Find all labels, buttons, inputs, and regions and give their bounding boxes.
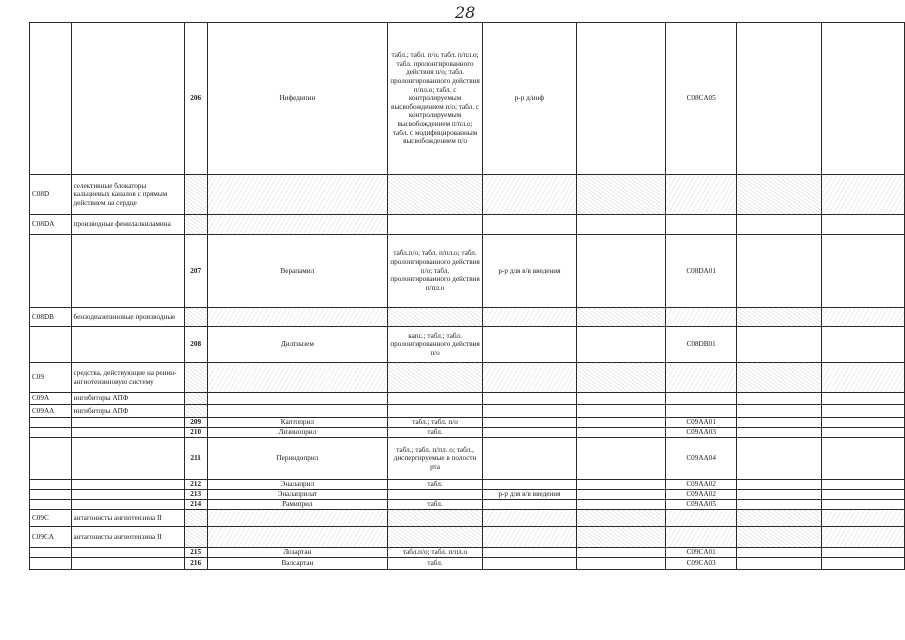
drug-name: Валсартан [207,558,387,570]
drug-name: Верапамил [207,235,387,308]
empty-cell [576,363,665,393]
atc-group-name [71,428,184,438]
dosage-forms: табл.; табл. п/о; табл. п/пл.о; табл. пролонгированного действия п/о; табл. пролонгированного действия п/пл.о; табл. с контролируемым высвобождением п/о; табл. с контролируемым высвобождением п/пл.о; табл. с модифицированным высвобождением п/о [387,23,482,175]
empty-cell [576,480,665,490]
empty-cell [822,405,905,418]
drug-name: Каптоприл [207,418,387,428]
route-forms: р-р для в/в введения [483,490,577,500]
atc-group-code [30,428,72,438]
empty-cell [666,405,737,418]
drug-name: Рамиприл [207,500,387,510]
table-row [30,510,905,527]
item-number: 206 [184,23,207,175]
empty-cell [387,527,482,548]
atc-group-code [30,418,72,428]
empty-cell [576,175,665,215]
empty-cell [576,500,665,510]
atc-code: C08CA05 [666,23,737,175]
drug-name: Дилтиазем [207,327,387,363]
drug-name: Эналаприл [207,480,387,490]
atc-group-name: селективные блокаторы кальциевых каналов с прямым действием на сердце [71,175,184,215]
dosage-forms: табл. [387,558,482,570]
item-number: 215 [184,548,207,558]
atc-group-name [71,23,184,175]
empty-cell [822,500,905,510]
atc-code: C09AA01 [666,418,737,428]
empty-cell [387,393,482,405]
atc-group-code [30,235,72,308]
table-row [30,308,905,327]
empty-cell [576,405,665,418]
empty-cell [737,510,822,527]
empty-cell [387,363,482,393]
table-row [30,438,905,480]
empty-cell [822,428,905,438]
drug-register-table [29,22,905,570]
item-number: 216 [184,558,207,570]
empty-cell [737,175,822,215]
empty-cell [207,510,387,527]
empty-cell [207,363,387,393]
empty-cell [822,327,905,363]
atc-group-name: производные фенилалкиламина [71,215,184,235]
atc-group-name [71,438,184,480]
empty-cell [576,548,665,558]
empty-cell [822,393,905,405]
route-forms [483,438,577,480]
empty-cell [576,235,665,308]
empty-cell [207,308,387,327]
table-row [30,418,905,428]
route-forms [483,418,577,428]
atc-group-name: ингибиторы АПФ [71,393,184,405]
empty-cell [822,548,905,558]
atc-group-code: C08DA [30,215,72,235]
route-forms [483,327,577,363]
empty-cell [822,527,905,548]
empty-cell [483,308,577,327]
empty-cell [737,490,822,500]
atc-group-code: C09CA [30,527,72,548]
drug-name: Нифедипин [207,23,387,175]
atc-group-code: C09AA [30,405,72,418]
atc-code: C08DA01 [666,235,737,308]
empty-cell [737,327,822,363]
table-row [30,327,905,363]
empty-cell [666,393,737,405]
table-row [30,428,905,438]
route-forms: р-р д/инф [483,23,577,175]
empty-cell [207,175,387,215]
empty-cell [822,510,905,527]
table-row [30,548,905,558]
empty-cell [184,308,207,327]
atc-group-code [30,490,72,500]
empty-cell [483,215,577,235]
atc-group-name: бензодиазепиновые производные [71,308,184,327]
atc-group-code [30,500,72,510]
table-row [30,558,905,570]
empty-cell [576,327,665,363]
empty-cell [184,363,207,393]
empty-cell [822,215,905,235]
empty-cell [576,418,665,428]
empty-cell [737,405,822,418]
empty-cell [822,480,905,490]
route-forms [483,428,577,438]
empty-cell [666,215,737,235]
empty-cell [483,510,577,527]
empty-cell [576,393,665,405]
empty-cell [737,558,822,570]
page-number: 28 [455,3,476,22]
item-number: 207 [184,235,207,308]
atc-group-name [71,327,184,363]
empty-cell [576,438,665,480]
empty-cell [822,308,905,327]
empty-cell [822,438,905,480]
empty-cell [737,215,822,235]
atc-group-code [30,23,72,175]
dosage-forms: табл.п/о; табл. п/пл.о; табл. пролонгированного действия п/о; табл. пролонгированного действия п/пл.о [387,235,482,308]
atc-code: C09AA02 [666,490,737,500]
empty-cell [737,428,822,438]
empty-cell [184,393,207,405]
dosage-forms: табл.п/о; табл. п/пл.о [387,548,482,558]
atc-group-code [30,480,72,490]
atc-group-code [30,548,72,558]
atc-group-name: антагонисты ангиотензина II [71,527,184,548]
atc-group-code [30,438,72,480]
empty-cell [387,215,482,235]
table-row [30,527,905,548]
empty-cell [666,527,737,548]
atc-group-code: C09C [30,510,72,527]
empty-cell [737,527,822,548]
empty-cell [822,235,905,308]
empty-cell [737,480,822,490]
atc-group-name [71,548,184,558]
dosage-forms: табл.; табл. п/о [387,418,482,428]
drug-name: Лозартан [207,548,387,558]
drug-name: Лизиноприл [207,428,387,438]
item-number: 210 [184,428,207,438]
empty-cell [737,500,822,510]
empty-cell [576,308,665,327]
empty-cell [576,490,665,500]
item-number: 214 [184,500,207,510]
route-forms [483,558,577,570]
atc-group-code: C08D [30,175,72,215]
item-number: 211 [184,438,207,480]
table-row [30,490,905,500]
table-row [30,363,905,393]
table-row [30,480,905,490]
empty-cell [483,393,577,405]
atc-group-code: C08DB [30,308,72,327]
atc-group-name [71,418,184,428]
route-forms: р-р для в/в введения [483,235,577,308]
dosage-forms: капс.; табл.; табл. пролонгированного действия п/о [387,327,482,363]
empty-cell [822,363,905,393]
atc-code: C09AA05 [666,500,737,510]
table-row [30,235,905,308]
empty-cell [387,510,482,527]
empty-cell [576,215,665,235]
atc-code: C09AA03 [666,428,737,438]
empty-cell [576,428,665,438]
dosage-forms: табл. [387,428,482,438]
drug-name: Эналаприлат [207,490,387,500]
empty-cell [207,393,387,405]
empty-cell [666,510,737,527]
empty-cell [822,175,905,215]
empty-cell [576,527,665,548]
empty-cell [483,363,577,393]
empty-cell [184,510,207,527]
atc-code: C09CA01 [666,548,737,558]
atc-group-name [71,558,184,570]
empty-cell [387,175,482,215]
empty-cell [483,527,577,548]
empty-cell [666,363,737,393]
empty-cell [184,405,207,418]
empty-cell [576,510,665,527]
empty-cell [184,175,207,215]
atc-group-name: антагонисты ангиотензина II [71,510,184,527]
atc-group-code: C09 [30,363,72,393]
route-forms [483,500,577,510]
route-forms [483,548,577,558]
empty-cell [184,215,207,235]
atc-group-name [71,500,184,510]
empty-cell [822,490,905,500]
empty-cell [184,527,207,548]
empty-cell [576,23,665,175]
empty-cell [737,235,822,308]
item-number: 213 [184,490,207,500]
atc-group-code [30,558,72,570]
empty-cell [737,438,822,480]
empty-cell [822,23,905,175]
atc-group-name [71,235,184,308]
atc-code: C09AA04 [666,438,737,480]
empty-cell [822,558,905,570]
empty-cell [737,363,822,393]
empty-cell [822,418,905,428]
empty-cell [387,405,482,418]
item-number: 208 [184,327,207,363]
empty-cell [666,175,737,215]
empty-cell [737,308,822,327]
empty-cell [483,175,577,215]
empty-cell [737,548,822,558]
empty-cell [207,405,387,418]
dosage-forms [387,490,482,500]
atc-code: C09CA03 [666,558,737,570]
empty-cell [666,308,737,327]
table-row [30,23,905,175]
dosage-forms: табл.; табл. п/пл. о; табл., диспергируемые в полости рта [387,438,482,480]
atc-group-code: C09A [30,393,72,405]
atc-group-code [30,327,72,363]
atc-group-name [71,480,184,490]
table-row [30,393,905,405]
empty-cell [737,418,822,428]
empty-cell [207,527,387,548]
item-number: 212 [184,480,207,490]
route-forms [483,480,577,490]
atc-code: C08DB01 [666,327,737,363]
dosage-forms: табл. [387,500,482,510]
empty-cell [737,23,822,175]
empty-cell [576,558,665,570]
empty-cell [387,308,482,327]
table-row [30,405,905,418]
atc-group-name: ингибиторы АПФ [71,405,184,418]
table-row [30,500,905,510]
atc-group-name [71,490,184,500]
atc-code: C09AA02 [666,480,737,490]
table-row [30,215,905,235]
dosage-forms: табл. [387,480,482,490]
drug-name: Периндоприл [207,438,387,480]
empty-cell [737,393,822,405]
empty-cell [483,405,577,418]
table-row [30,175,905,215]
atc-group-name: средства, действующие на ренин-ангиотензиновую систему [71,363,184,393]
empty-cell [207,215,387,235]
item-number: 209 [184,418,207,428]
